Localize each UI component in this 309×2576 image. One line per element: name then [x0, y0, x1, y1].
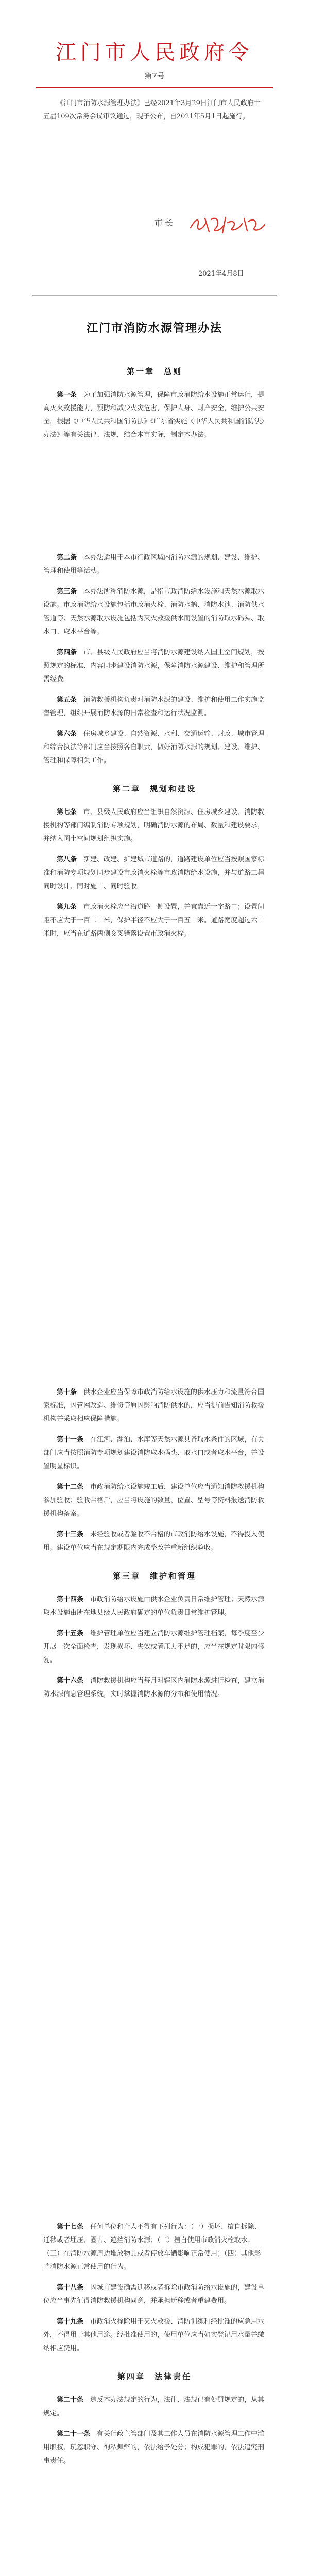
article-number: 第十九条: [57, 2318, 84, 2326]
text-page: [0, 526, 309, 1360]
article-number: 第十二条: [57, 1483, 84, 1491]
article: [43, 551, 266, 578]
chapter-title: 第三章 维护和管理: [112, 1571, 196, 1581]
mayor-label: 市长: [154, 218, 176, 228]
article-text: 因城市建设确需迁移或者拆除市政消防给水设施的，建设单位应当事先征得消防救援机构同意，并承担迁移或者重建费用。: [43, 2284, 265, 2305]
article-text: 本办法适用于本市行政区域内消防水源的规划、建设、维护、管理和使用等活动。: [43, 554, 265, 575]
article-number: 第二十一条: [57, 2430, 91, 2438]
article-text: 未经验收或者验收不合格的市政消防给水设施，不得投入使用。建设单位应当在规定期限内完成整改并重新组织验收。: [43, 1531, 265, 1552]
article-text: 市政消火栓除用于灭火救援、消防训练和经批准的应急用水外，不得用于其他用途。经批准使用的，使用单位应当如实登记用水量并缴纳相应费用。: [43, 2318, 265, 2352]
article-number: 第十四条: [57, 1596, 84, 1603]
red-divider: [36, 87, 273, 88]
article-number: 第十三条: [57, 1531, 84, 1538]
article-text: 新建、改建、扩建城市道路的，道路建设单位应当按照国家标准和消防专项规划同步建设市政消火栓等市政消防给水设施，并与道路工程同时设计、同时施工、同时验收。: [43, 856, 265, 890]
mayor-signature: [186, 208, 269, 239]
article: [43, 2315, 266, 2355]
article-text: 供水企业应当保障市政消防给水设施的供水压力和流量符合国家标准，因管网改造、维修等原因影响消防供水的，应当提前告知消防救援机构并采取相应保障措施。: [43, 1388, 265, 1423]
text-page: [0, 2195, 309, 2576]
chapter-1-continued: [43, 551, 266, 948]
article-text: 消防救援机构负责对消防水源的建设、维护和使用工作实施监督管理，组织开展消防水源的日常检查和运行状况监测。: [43, 696, 265, 717]
article-text: 消防救援机构应当每月对辖区内消防水源进行检查，建立消防水源信息管理系统，实时掌握消防水源的分布和使用情况。: [43, 1677, 265, 1698]
article: [43, 1481, 266, 1521]
article-text: 本办法所称消防水源，是指市政消防给水设施和天然水源取水设施。市政消防给水设施包括市政消火栓、消防水鹤、消防水池、消防供水管道等；天然水源取水设施包括为灭火救援供水而设置的消防取水码头、取水口、取水平台等。: [43, 588, 265, 636]
order-intro: 《江门市消防水源管理办法》已经2021年3月29日江门市人民政府十五届109次常务会议审议通过，现予公布，自2021年5月1日起施行。: [43, 99, 261, 121]
article-text: 违反本办法规定的行为，法律、法规已有处罚规定的，从其规定。: [43, 2396, 265, 2417]
article: [43, 388, 266, 442]
article-text: 在江河、湖泊、水库等天然水源具备取水条件的区域，有关部门应当按照消防专项规划建设消防取水码头、取水口或者取水平台，并设置明显标识。: [43, 1436, 265, 1470]
order-page: [0, 0, 309, 526]
article-number: 第二条: [57, 554, 77, 562]
article: [43, 2281, 266, 2308]
article-number: 第十五条: [57, 1630, 84, 1637]
article-text: 市政消防给水设施由供水企业负责日常维护管理；天然水源取水设施由所在地县级人民政府确定的单位负责日常维护管理。: [43, 1596, 265, 1617]
article: [43, 693, 266, 720]
article-text: 维护管理单位应当建立消防水源维护管理档案，每季度至少开展一次全面检查，发现损坏、失效或者压力不足的，应当在规定时限内修复。: [43, 1630, 265, 1664]
article-number: 第二十条: [57, 2396, 84, 2404]
chapter-title: 第四章 法律责任: [117, 2372, 192, 2381]
article-text: 有关行政主管部门及其工作人员在消防水源管理工作中滥用职权、玩忽职守、徇私舞弊的，依法给予处分；构成犯罪的，依法追究刑事责任。: [43, 2430, 265, 2465]
article: [43, 727, 266, 768]
article: [43, 2428, 266, 2468]
article: [43, 1593, 266, 1620]
text-page: [0, 1360, 309, 2195]
article: [43, 1528, 266, 1555]
article: [43, 646, 266, 686]
article: [43, 1433, 266, 1473]
chapter-1-block: [43, 350, 266, 449]
article-number: 第九条: [57, 903, 77, 911]
chapter-3-continued: [43, 2221, 266, 2475]
article-number: 第七条: [57, 808, 77, 816]
government-order-title: 江门市人民政府令: [56, 41, 253, 64]
article-text: 住房城乡建设、自然资源、水利、交通运输、财政、城市管理和综合执法等部门应当按照各自职责，做好消防水源的规划、建设、维护、管理和保障相关工作。: [43, 730, 265, 765]
sign-date: 2021年4月8日: [198, 270, 244, 278]
article: [43, 2394, 266, 2420]
article-number: 第十八条: [57, 2284, 84, 2292]
article: [43, 806, 266, 846]
article-number: 第十条: [57, 1388, 77, 1396]
article-number: 第四条: [57, 649, 77, 656]
article-number: 第六条: [57, 730, 77, 738]
article-number: 第十一条: [57, 1436, 84, 1444]
article-text: 市、县级人民政府应当将消防水源建设纳入国土空间规划，按照规定的标准、内容同步建设消防水源，保障消防水源建设、维护和管理所需经费。: [43, 649, 265, 683]
article-number: 第八条: [57, 856, 77, 863]
document-title: 江门市消防水源管理办法: [86, 321, 222, 335]
article: [43, 1674, 266, 1701]
article: [43, 853, 266, 893]
chapter-title: 第一章 总则: [126, 367, 182, 376]
article: [43, 1627, 266, 1667]
article-text: 为了加强消防水源管理，保障市政消防给水设施正常运行，提高灭火救援能力，预防和减少火灾危害，保护人身、财产安全，维护公共安全，根据《中华人民共和国消防法》《广东省实施〈中华人民共和国消防法〉办法》等有关法律、法规，结合本市实际，制定本办法。: [43, 391, 265, 439]
article: [43, 2221, 266, 2274]
section-divider: [32, 295, 277, 296]
article-text: 任何单位和个人不得有下列行为：（一）损坏、擅自拆除、迁移或者埋压、圈占、遮挡消防水源；（二）擅自使用市政消火栓取水；（三）在消防水源周边堆放物品或者停放车辆影响正常使用；（四）其他影响消防水源正常使用的行为。: [43, 2223, 261, 2271]
article: [43, 901, 266, 941]
article-number: 第十七条: [57, 2223, 84, 2231]
article-number: 第一条: [57, 391, 77, 399]
article: [43, 1386, 266, 1426]
article-number: 第三条: [57, 588, 77, 596]
article-number: 第十六条: [57, 1677, 84, 1685]
article-number: 第五条: [57, 696, 77, 704]
article: [43, 585, 266, 639]
article-text: 市政消防给水设施竣工后，建设单位应当通知消防救援机构参加验收；验收合格后，应当将设施的数量、位置、型号等资料报送消防救援机构备案。: [43, 1483, 265, 1518]
article-text: 市政消火栓应当沿道路一侧设置，并宜靠近十字路口；设置间距不应大于一百二十米，保护半径不应大于一百五十米。道路宽度超过六十米时，应当在道路两侧交叉错落设置市政消火栓。: [43, 903, 265, 938]
article-text: 市、县级人民政府应当组织自然资源、住房城乡建设、消防救援机构等部门编制消防专项规划，明确消防水源的布局、数量和建设要求，并纳入国土空间规划组织实施。: [43, 808, 265, 843]
chapter-2-continued: [43, 1386, 266, 1708]
order-number: 第7号: [144, 71, 165, 80]
chapter-title: 第二章 规划和建设: [112, 784, 196, 793]
